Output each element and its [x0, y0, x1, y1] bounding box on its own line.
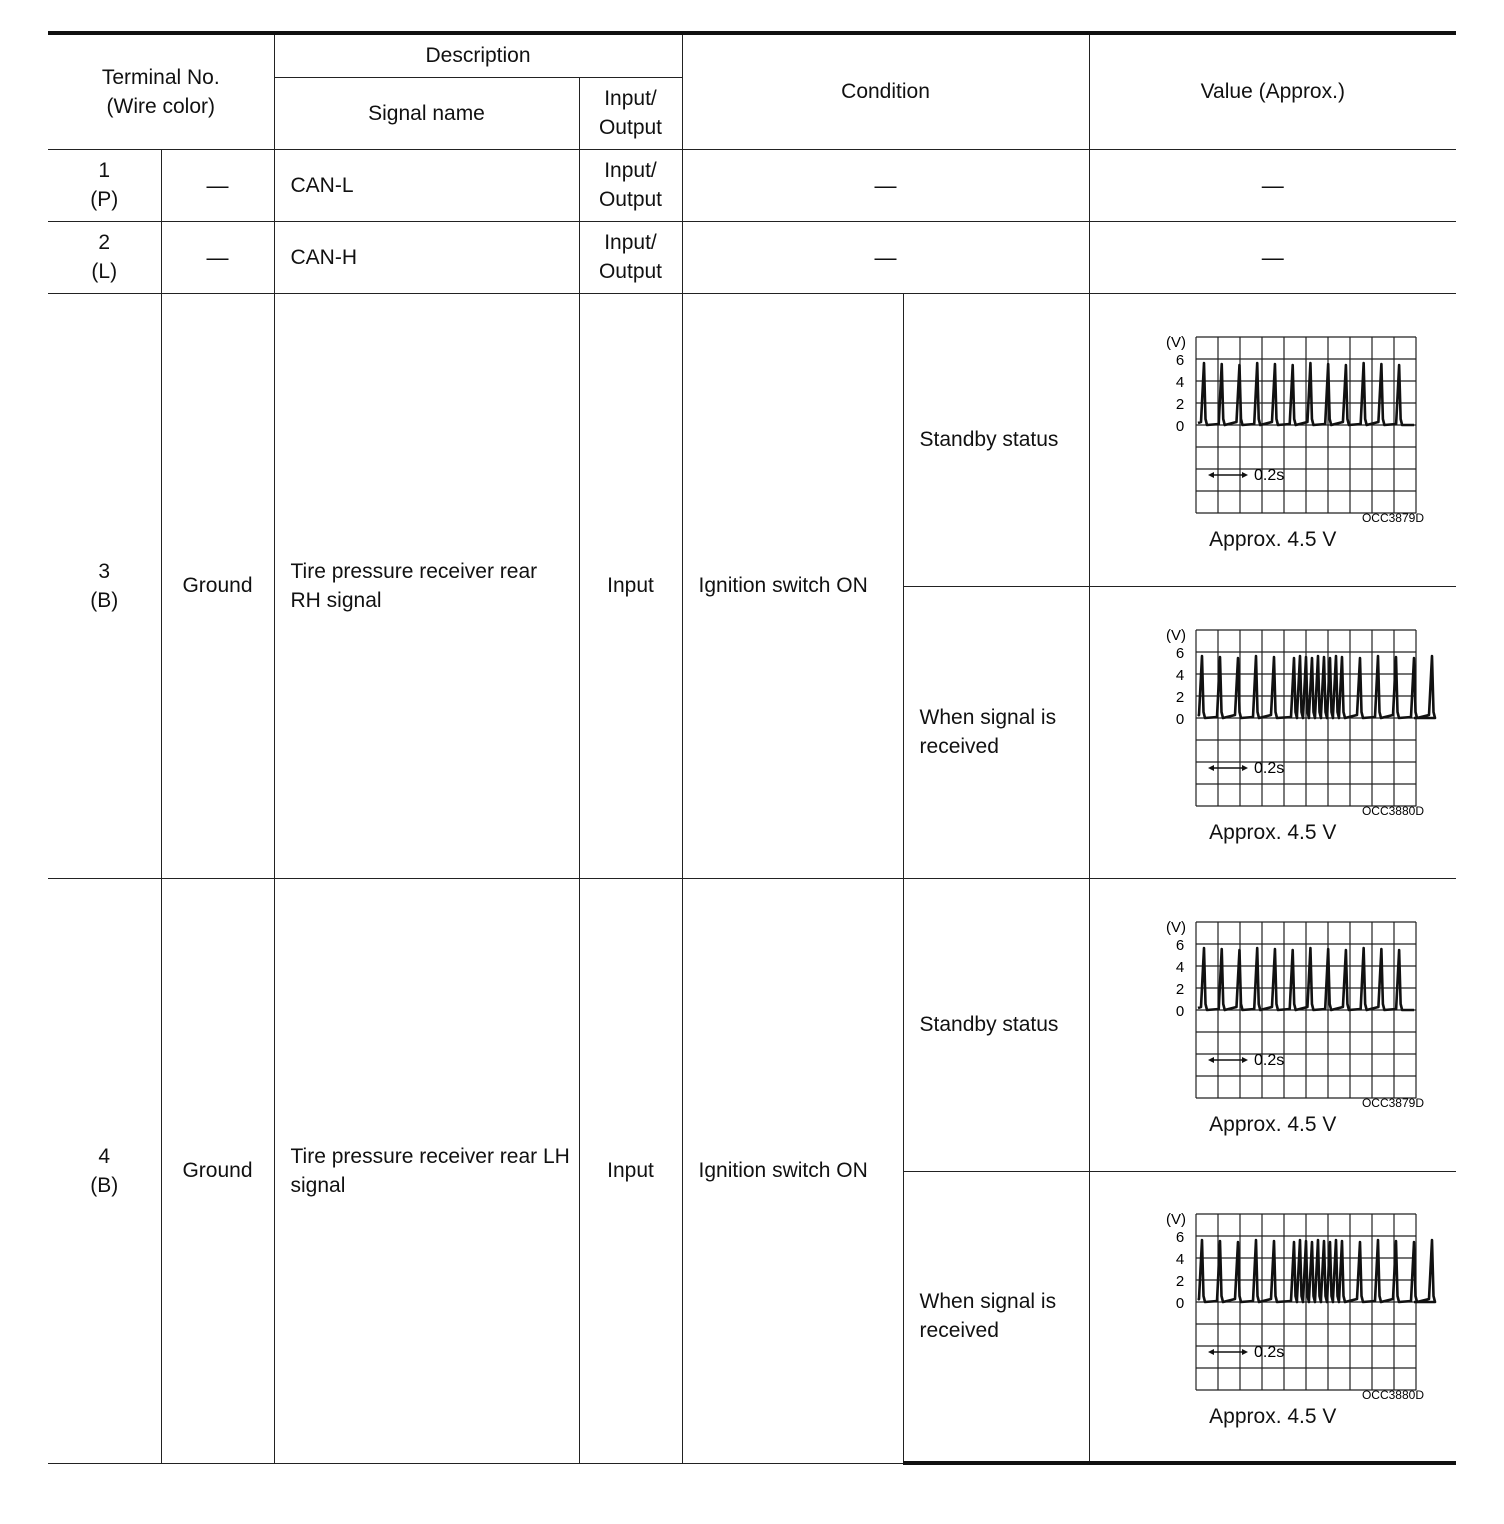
time-marker-arrow [1242, 472, 1248, 478]
unit-label: (V) [1165, 919, 1186, 936]
wire-color: (L) [91, 260, 118, 283]
y-tick-label: 4 [1175, 959, 1184, 976]
value-cell: — [1089, 221, 1456, 293]
y-tick-label: 4 [1175, 374, 1184, 391]
condition-cell: Ignition switch ON [682, 878, 903, 1463]
y-tick-label: 4 [1175, 666, 1184, 684]
condition-cell: — [682, 221, 1089, 293]
value-cell: — [1089, 149, 1456, 221]
value-text: Approx. 4.5 V [1209, 1113, 1337, 1136]
waveform-graph [1138, 1202, 1424, 1402]
state-cell: When signal is received [903, 1171, 1089, 1463]
signal-trace [1198, 656, 1435, 718]
waveform-figure [1138, 910, 1424, 1139]
header-terminal-label: Terminal No. [101, 65, 220, 89]
value-cell [1089, 586, 1456, 878]
table-row [48, 221, 1456, 293]
header-wire-color-label: (Wire color) [106, 94, 215, 118]
waveform-graph [1138, 910, 1424, 1110]
time-marker-arrow [1242, 1057, 1248, 1063]
waveform-graph [1138, 325, 1424, 525]
y-tick-label: 4 [1175, 1250, 1184, 1268]
waveform-figure [1138, 618, 1424, 847]
time-marker-arrow [1208, 765, 1214, 771]
figure-code: OCC3880D [1361, 1387, 1424, 1402]
signal-name-cell: Tire pressure receiver rear RH signal [274, 293, 579, 878]
signal-name-cell: Tire pressure receiver rear LH signal [274, 878, 579, 1463]
state-cell: When signal is received [903, 586, 1089, 878]
ground-cell: Ground [161, 293, 274, 878]
terminal-spec-table [48, 31, 1456, 1465]
y-tick-label: 6 [1175, 937, 1184, 954]
signal-trace [1198, 1240, 1435, 1302]
state-cell: Standby status [903, 293, 1089, 586]
waveform-graph [1138, 618, 1424, 818]
io-cell [579, 149, 682, 221]
table-row [48, 149, 1456, 221]
waveform-figure [1138, 1202, 1424, 1431]
y-tick-label: 6 [1175, 352, 1184, 369]
waveform-figure [1138, 325, 1424, 554]
y-tick-label: 2 [1175, 1272, 1184, 1290]
wire-color: (B) [90, 588, 119, 612]
value-cell [1089, 878, 1456, 1171]
value-text: Approx. 4.5 V [1209, 528, 1337, 551]
value-text: Approx. 4.5 V [1209, 1404, 1337, 1428]
unit-label: (V) [1165, 334, 1186, 351]
y-tick-label: 0 [1175, 710, 1184, 728]
time-div-label: 0.2s [1253, 1343, 1285, 1361]
terminal-number: 1 [98, 159, 111, 182]
state-cell: Standby status [903, 878, 1089, 1171]
io-cell [579, 221, 682, 293]
unit-label: (V) [1165, 1210, 1186, 1228]
time-div-label: 0.2s [1253, 759, 1285, 777]
y-tick-label: 0 [1175, 1003, 1184, 1020]
value-cell [1089, 293, 1456, 586]
header-signal-name: Signal name [274, 77, 579, 149]
wire-color: (P) [90, 188, 119, 211]
y-tick-label: 2 [1175, 688, 1184, 706]
y-tick-label: 2 [1175, 981, 1184, 998]
time-marker-arrow [1208, 1057, 1214, 1063]
figure-code: OCC3879D [1361, 511, 1424, 525]
unit-label: (V) [1165, 626, 1186, 644]
terminal-cell [48, 149, 161, 221]
header-value: Value (Approx.) [1089, 33, 1456, 149]
terminal-number: 2 [98, 231, 111, 254]
figure-code: OCC3879D [1361, 1096, 1424, 1110]
value-cell [1089, 1171, 1456, 1463]
header-condition: Condition [682, 33, 1089, 149]
terminal-cell [48, 293, 161, 878]
condition-cell: Ignition switch ON [682, 293, 903, 878]
ground-cell: — [161, 149, 274, 221]
y-tick-label: 6 [1175, 1228, 1184, 1246]
table-row [48, 293, 1456, 586]
y-tick-label: 2 [1175, 396, 1184, 413]
figure-code: OCC3880D [1361, 803, 1424, 818]
table-row [48, 878, 1456, 1171]
y-tick-label: 0 [1175, 1294, 1184, 1312]
time-div-label: 0.2s [1253, 467, 1285, 484]
ground-cell: Ground [161, 878, 274, 1463]
header-description: Description [274, 33, 682, 77]
terminal-number: 3 [98, 559, 111, 583]
terminal-cell [48, 878, 161, 1463]
header-io [579, 77, 682, 149]
time-marker-arrow [1208, 472, 1214, 478]
ground-cell: — [161, 221, 274, 293]
condition-cell: — [682, 149, 1089, 221]
io-label: Input/ Output [598, 231, 663, 283]
io-label: Input/ Output [598, 159, 663, 211]
header-terminal [48, 33, 274, 149]
time-marker-arrow [1242, 1349, 1248, 1355]
terminal-cell [48, 221, 161, 293]
y-tick-label: 0 [1175, 418, 1184, 435]
terminal-number: 4 [98, 1144, 111, 1168]
value-text: Approx. 4.5 V [1209, 820, 1337, 844]
signal-name-cell: CAN-L [274, 149, 579, 221]
signal-name-cell: CAN-H [274, 221, 579, 293]
time-div-label: 0.2s [1253, 1052, 1285, 1069]
wire-color: (B) [90, 1173, 119, 1197]
time-marker-arrow [1208, 1349, 1214, 1355]
header-io-label: Input/ Output [598, 87, 663, 139]
io-cell: Input [579, 878, 682, 1463]
io-cell: Input [579, 293, 682, 878]
time-marker-arrow [1242, 765, 1248, 771]
y-tick-label: 6 [1175, 644, 1184, 662]
